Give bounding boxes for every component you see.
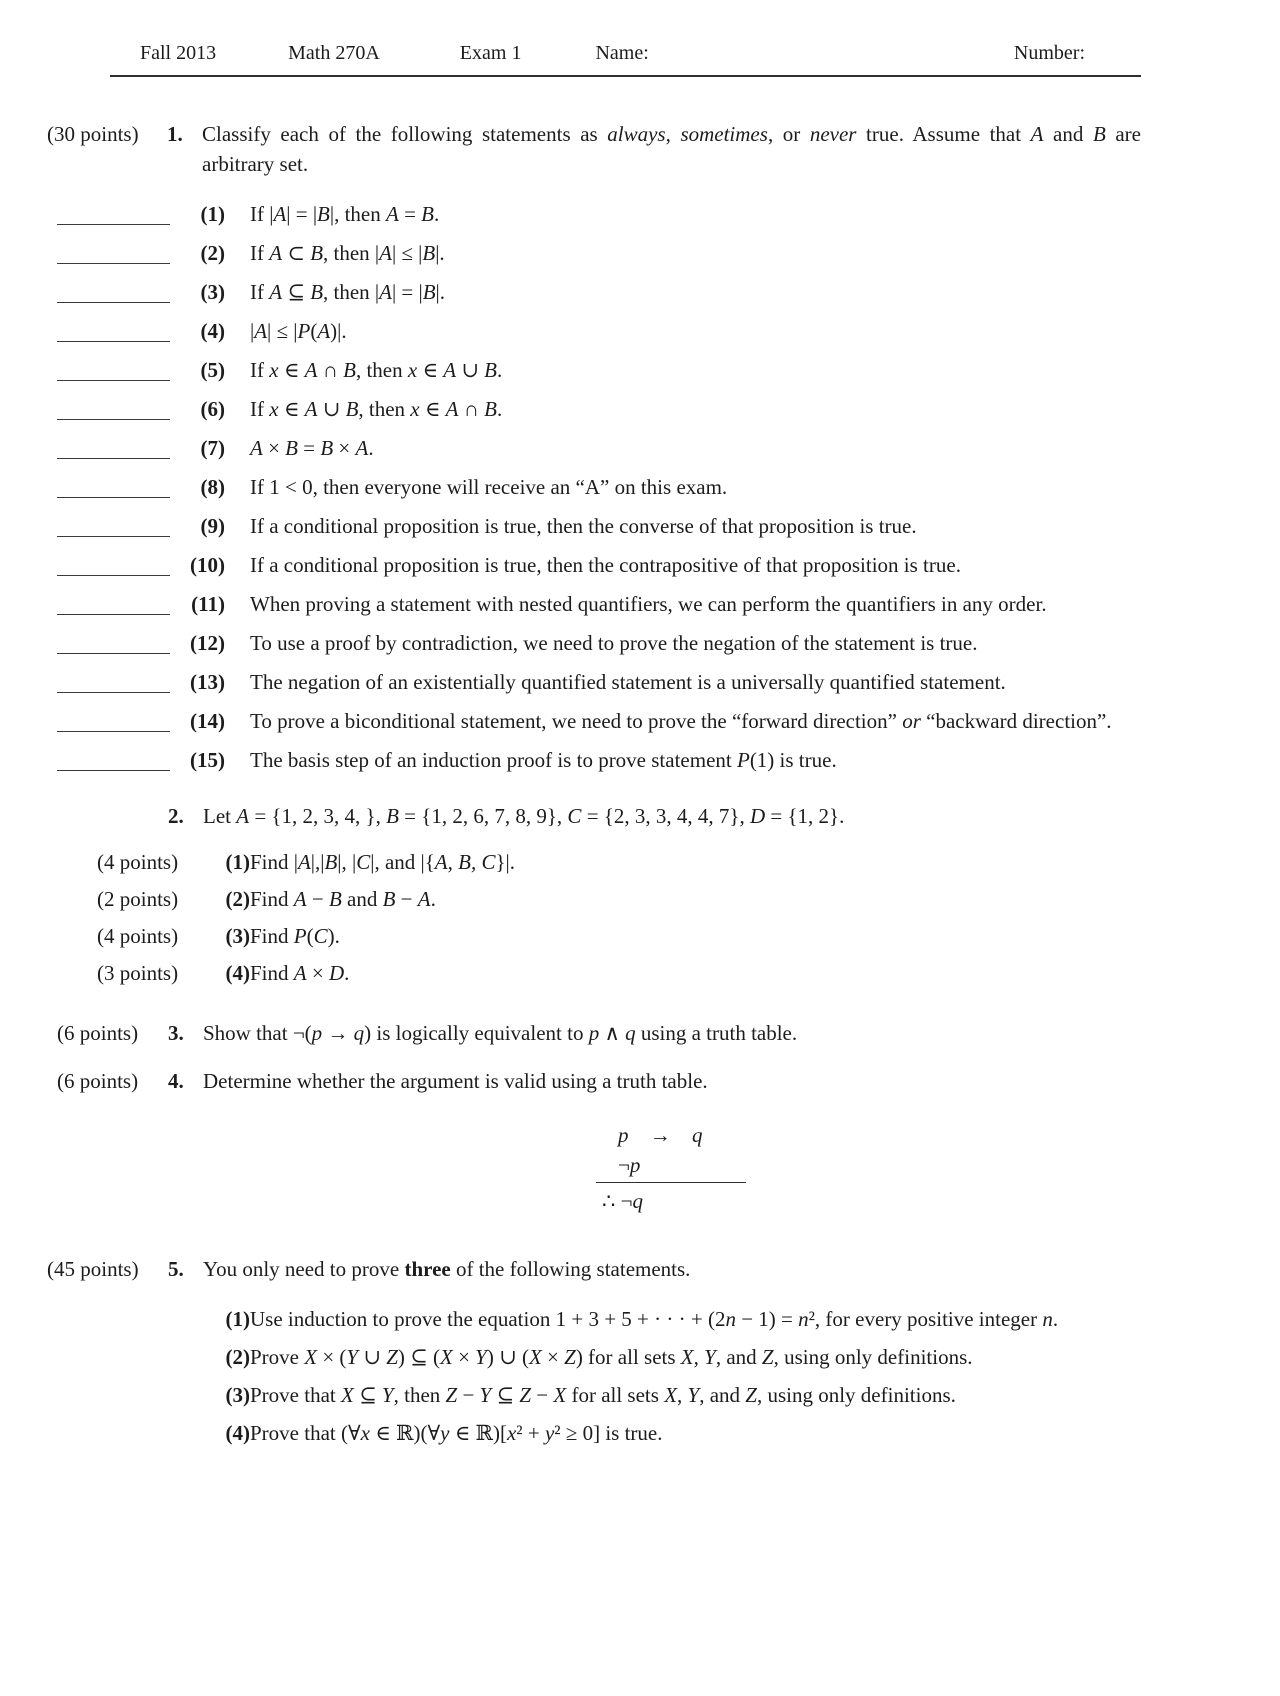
q1-item-10: [57, 550, 1141, 580]
q1-item-13: [57, 667, 1141, 697]
item-statement: If A ⊆ B, then |A| = |B|.: [250, 280, 446, 304]
question-4: [0, 1066, 1280, 1216]
q1-item-12: [57, 628, 1141, 658]
item-statement: Prove that (∀x ∈ ℝ)(∀y ∈ ℝ)[x² + y² ≥ 0] is true.: [250, 1421, 663, 1445]
item-statement: Find A × D.: [250, 961, 350, 985]
exam-header: [110, 40, 1141, 77]
item-number: (4): [225, 961, 250, 985]
question-1-points: (30 points): [47, 122, 139, 146]
item-statement: A × B = B × A.: [250, 436, 374, 460]
question-1-item-list: [57, 199, 1141, 775]
item-statement: If a conditional proposition is true, then the converse of that proposition is true.: [250, 514, 917, 538]
item-statement: To use a proof by contradiction, we need to prove the negation of the statement is true.: [250, 631, 978, 655]
q1-item-4: [57, 316, 1141, 346]
item-statement: Prove X × (Y ∪ Z) ⊆ (X × Y) ∪ (X × Z) for all sets X, Y, and Z, using only definitions.: [250, 1345, 973, 1369]
question-4-prompt: Determine whether the argument is valid using a truth table.: [203, 1069, 708, 1093]
q1-item-7: [57, 433, 1141, 463]
item-statement: Prove that X ⊆ Y, then Z − Y ⊆ Z − X for all sets X, Y, and Z, using only definitions.: [250, 1383, 956, 1407]
item-statement: If A ⊂ B, then |A| ≤ |B|.: [250, 241, 445, 265]
q5-item-4: [204, 1418, 1141, 1448]
item-number: (1): [225, 850, 250, 874]
item-number: (1): [225, 1307, 250, 1331]
argument-block: [596, 1120, 746, 1216]
item-number: (11): [191, 592, 225, 616]
q1-item-3: [57, 277, 1141, 307]
item-points: (4 points): [97, 924, 179, 948]
question-2-heading: [168, 801, 1141, 831]
answer-blank: [57, 550, 170, 576]
question-3-prompt: Show that ¬(p → q) is logically equivalent to p ∧ q using a truth table.: [203, 1021, 798, 1045]
exam-page: [0, 40, 1280, 1448]
item-points: (3 points): [97, 961, 179, 985]
item-number: (12): [190, 631, 225, 655]
item-points: (2 points): [97, 887, 179, 911]
question-5-item-list: [204, 1304, 1141, 1448]
item-number: (1): [200, 202, 225, 226]
answer-blank: [57, 589, 170, 615]
q2-item-4: [97, 958, 1141, 988]
question-2-number: 2.: [168, 804, 184, 828]
q1-item-9: [57, 511, 1141, 541]
item-points: (4 points): [97, 850, 179, 874]
answer-blank: [57, 472, 170, 498]
argument-premise-1: p → q: [618, 1123, 703, 1147]
q1-item-6: [57, 394, 1141, 424]
question-5-number: 5.: [168, 1257, 184, 1281]
q5-item-3: [204, 1380, 1141, 1410]
answer-blank: [57, 238, 170, 264]
question-1: [0, 119, 1280, 775]
item-statement: Find P(C).: [250, 924, 340, 948]
item-number: (3): [225, 924, 250, 948]
item-number: (2): [225, 887, 250, 911]
question-5: [0, 1254, 1280, 1448]
answer-blank: [57, 433, 170, 459]
item-number: (2): [200, 241, 225, 265]
q2-item-2: [97, 884, 1141, 914]
exam-title: Exam 1: [459, 42, 522, 64]
item-statement: To prove a biconditional statement, we need to prove the “forward direction” or “backward direction”.: [250, 709, 1112, 733]
item-number: (3): [225, 1383, 250, 1407]
answer-blank: [57, 199, 170, 225]
item-statement: Use induction to prove the equation 1 + 3 + 5 + · · · + (2n − 1) = n², for every positive integer n.: [250, 1307, 1059, 1331]
question-5-heading: [47, 1254, 1141, 1284]
item-number: (15): [190, 748, 225, 772]
item-number: (5): [200, 358, 225, 382]
question-4-points: (6 points): [57, 1069, 139, 1093]
item-statement: The basis step of an induction proof is to prove statement P(1) is true.: [250, 748, 837, 772]
question-3-heading: [57, 1018, 1141, 1048]
item-statement: If 1 < 0, then everyone will receive an “A” on this exam.: [250, 475, 728, 499]
item-statement: The negation of an existentially quantified statement is a universally quantified statement.: [250, 670, 1006, 694]
item-number: (14): [190, 709, 225, 733]
q1-item-14: [57, 706, 1141, 736]
question-3-points: (6 points): [57, 1021, 139, 1045]
item-statement: If x ∈ A ∩ B, then x ∈ A ∪ B.: [250, 358, 503, 382]
q1-item-15: [57, 745, 1141, 775]
question-2-intro: Let A = {1, 2, 3, 4, }, B = {1, 2, 6, 7, 8, 9}, C = {2, 3, 3, 4, 4, 7}, D = {1, 2}.: [203, 804, 845, 828]
q5-item-1: [204, 1304, 1141, 1334]
answer-blank: [57, 511, 170, 537]
question-2: [0, 801, 1280, 988]
item-number: (9): [200, 514, 225, 538]
answer-blank: [57, 745, 170, 771]
item-number: (2): [225, 1345, 250, 1369]
item-number: (8): [200, 475, 225, 499]
item-statement: |A| ≤ |P(A)|.: [250, 319, 347, 343]
q1-item-11: [57, 589, 1141, 619]
item-statement: If a conditional proposition is true, then the contrapositive of that proposition is true.: [250, 553, 961, 577]
q1-item-8: [57, 472, 1141, 502]
item-number: (6): [200, 397, 225, 421]
term-label: Fall 2013: [140, 42, 217, 64]
item-number: (13): [190, 670, 225, 694]
item-number: (4): [200, 319, 225, 343]
item-statement: Find |A|,|B|, |C|, and |{A, B, C}|.: [250, 850, 516, 874]
answer-blank: [57, 277, 170, 303]
course-label: Math 270A: [288, 42, 380, 64]
answer-blank: [57, 355, 170, 381]
q1-item-5: [57, 355, 1141, 385]
q5-item-2: [204, 1342, 1141, 1372]
argument-premise-2: ¬p: [618, 1153, 641, 1177]
answer-blank: [57, 316, 170, 342]
question-1-number: 1.: [167, 122, 183, 146]
name-label: Name:: [595, 42, 649, 64]
question-3-number: 3.: [168, 1021, 184, 1045]
item-statement: If |A| = |B|, then A = B.: [250, 202, 440, 226]
question-1-prompt: Classify each of the following statements as always, sometimes, or never true. Assume that A and B are arbitrary set.: [202, 122, 1141, 176]
question-1-heading: [47, 119, 1141, 179]
q2-item-3: [97, 921, 1141, 951]
item-number: (3): [200, 280, 225, 304]
argument-conclusion: ∴ ¬q: [596, 1182, 746, 1216]
item-statement: If x ∈ A ∪ B, then x ∈ A ∩ B.: [250, 397, 503, 421]
question-5-prompt: You only need to prove three of the following statements.: [203, 1257, 691, 1281]
number-label: Number:: [1013, 42, 1085, 64]
answer-blank: [57, 706, 170, 732]
question-3: [0, 1018, 1280, 1048]
q1-item-1: [57, 199, 1141, 229]
item-number: (10): [190, 553, 225, 577]
item-statement: When proving a statement with nested quantifiers, we can perform the quantifiers in any order.: [250, 592, 1047, 616]
question-5-points: (45 points): [47, 1257, 139, 1281]
item-statement: Find A − B and B − A.: [250, 887, 436, 911]
answer-blank: [57, 394, 170, 420]
question-4-heading: [57, 1066, 1141, 1096]
q2-item-1: [97, 847, 1141, 877]
question-4-number: 4.: [168, 1069, 184, 1093]
item-number: (7): [200, 436, 225, 460]
item-number: (4): [225, 1421, 250, 1445]
answer-blank: [57, 667, 170, 693]
question-2-item-list: [97, 847, 1141, 988]
q1-item-2: [57, 238, 1141, 268]
answer-blank: [57, 628, 170, 654]
